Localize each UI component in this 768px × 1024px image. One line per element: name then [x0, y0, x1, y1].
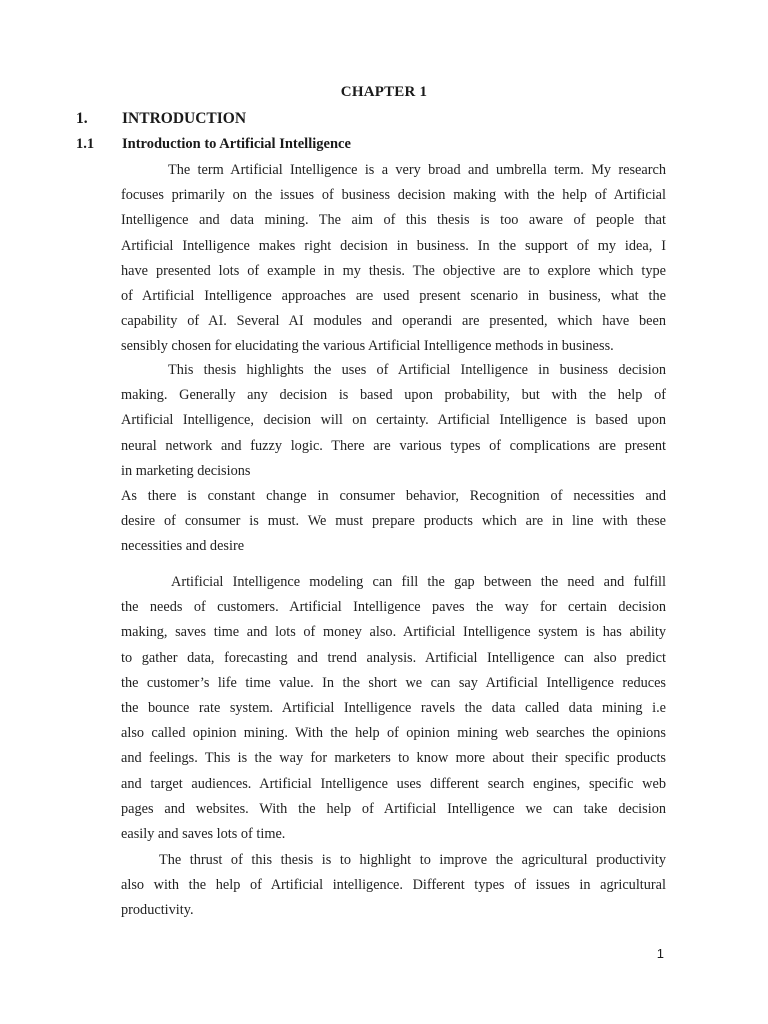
paragraph-line: The term Artificial Intelligence is a very broad and umbrella term. My research	[168, 162, 666, 178]
paragraph-line: capability of AI. Several AI modules and operandi are presented, which have been	[121, 313, 666, 330]
paragraph-line: of Artificial Intelligence approaches are used present scenario in business, what the	[121, 287, 666, 304]
subsection-number: 1.1	[76, 136, 95, 152]
paragraph-line: Intelligence and data mining. The aim of this thesis is too aware of people that	[121, 212, 666, 229]
paragraph	[121, 484, 666, 560]
paragraph-line: to gather data, forecasting and trend analysis. Artificial Intelligence can also predict	[121, 649, 666, 666]
paragraph-line: Artificial Intelligence makes right decision in business. In the support of my idea, I	[121, 237, 666, 254]
subsection-heading	[76, 136, 351, 153]
paragraph-line: the bounce rate system. Artificial Intelligence ravels the data called data mining i.e	[121, 699, 666, 716]
subsection-title: Introduction to Artificial Intelligence	[122, 136, 351, 152]
paragraph	[121, 570, 666, 847]
page-number: 1	[656, 946, 664, 961]
section-title: INTRODUCTION	[122, 110, 247, 127]
paragraph-line: This thesis highlights the uses of Artificial Intelligence in business decision	[168, 362, 666, 378]
paragraph-line: the customer’s life time value. In the short we can say Artificial Intelligence reduces	[121, 674, 666, 691]
paragraph-line: The thrust of this thesis is to highlight to improve the agricultural productivity	[159, 852, 666, 868]
paragraph-line: pages and websites. With the help of Artificial Intelligence we can take decision	[121, 800, 666, 817]
chapter-title: CHAPTER 1	[340, 84, 428, 100]
paragraph-line: the needs of customers. Artificial Intelligence paves the way for certain decision	[121, 599, 666, 616]
paragraph-line: also with the help of Artificial intelligence. Different types of issues in agricultural	[121, 877, 666, 894]
paragraph-line: productivity.	[121, 902, 194, 919]
section-number: 1.	[76, 110, 88, 127]
paragraph-line: making, saves time and lots of money also. Artificial Intelligence system is has ability	[121, 624, 666, 641]
paragraph-line: in marketing decisions	[121, 462, 251, 479]
paragraph-line: focuses primarily on the issues of business decision making with the help of Artificial	[121, 187, 666, 204]
paragraph-line: and target audiences. Artificial Intelligence uses different search engines, specific web	[121, 775, 666, 792]
paragraph-line: As there is constant change in consumer behavior, Recognition of necessities and	[121, 488, 666, 504]
paragraph	[121, 848, 666, 924]
paragraph-line: have presented lots of example in my thesis. The objective are to explore which type	[121, 262, 666, 279]
paragraph-line: sensibly chosen for elucidating the various Artificial Intelligence methods in business.	[121, 338, 614, 355]
paragraph-line: making. Generally any decision is based upon probability, but with the help of	[121, 387, 666, 404]
paragraph	[121, 358, 666, 484]
paragraph-line: desire of consumer is must. We must prepare products which are in line with these	[121, 513, 666, 530]
paragraph-line: also called opinion mining. With the help of opinion mining web searches the opinions	[121, 725, 666, 742]
paragraph-line: neural network and fuzzy logic. There are various types of complications are present	[121, 437, 666, 454]
paragraph-line: necessities and desire	[121, 538, 245, 555]
paragraph-line: Artificial Intelligence, decision will on certainty. Artificial Intelligence is based upon	[121, 412, 666, 429]
paragraph-line: Artificial Intelligence modeling can fill the gap between the need and fulfill	[171, 574, 666, 590]
paragraph-line: easily and saves lots of time.	[121, 825, 286, 842]
paragraph-line: and feelings. This is the way for marketers to know more about their specific products	[121, 750, 666, 767]
paragraph	[121, 158, 666, 360]
section-heading	[76, 110, 246, 128]
